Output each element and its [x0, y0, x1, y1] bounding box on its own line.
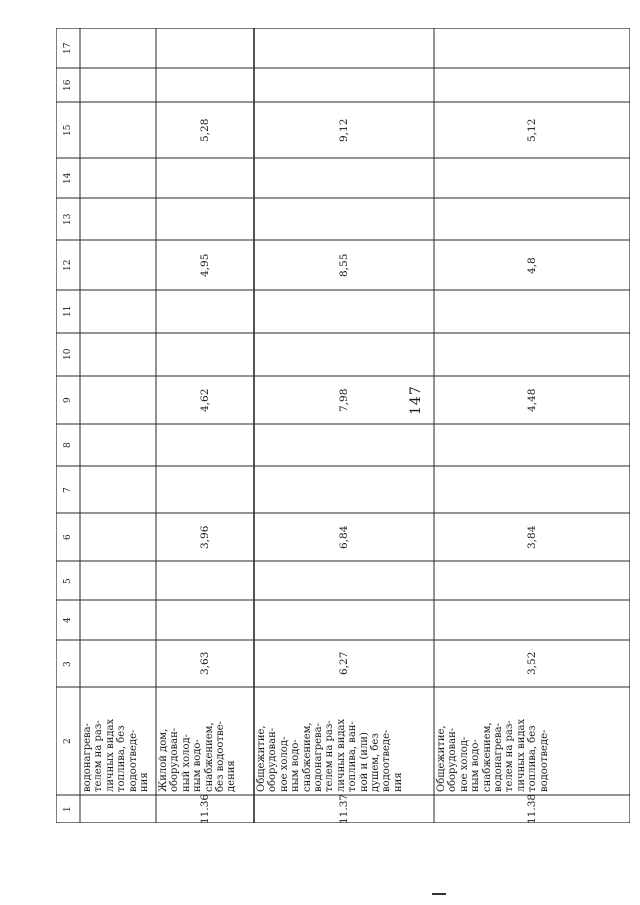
value-cell: 3,84 [526, 525, 538, 549]
column-number: 3 [63, 660, 73, 667]
row-description: Жилой дом, оборудован- ный холод- ным водо- снабжением, без водоотве- дения [158, 721, 238, 792]
column-number: 14 [63, 172, 73, 184]
column-number: 9 [63, 397, 73, 403]
column-number: 4 [63, 617, 73, 623]
value-cell: 6,84 [338, 525, 350, 549]
value-cell: 4,8 [526, 256, 538, 274]
column-number: 11 [63, 305, 73, 317]
column-number: 8 [63, 442, 73, 448]
column-number: 7 [63, 486, 73, 493]
row-id: 11.36 [199, 793, 211, 824]
value-cell: 8,55 [338, 253, 350, 277]
scan-speck [432, 893, 446, 895]
value-cell: 3,63 [199, 651, 211, 675]
value-cell: 4,62 [199, 388, 211, 412]
column-number: 5 [63, 577, 73, 584]
column-number: 17 [63, 42, 73, 54]
value-cell: 5,12 [526, 118, 538, 142]
row-description: водонагрева- телем на раз- личных видах топлива, без водоотведе- ния [82, 718, 151, 792]
column-number: 1 [63, 806, 73, 812]
row-id: 11.37 [338, 793, 350, 824]
page-number: 147 [408, 385, 424, 415]
value-cell: 4,95 [199, 253, 211, 277]
column-number: 16 [63, 79, 73, 91]
column-number: 6 [63, 534, 73, 540]
value-cell: 4,48 [526, 388, 538, 412]
table-grid [56, 28, 630, 823]
value-cell: 7,98 [338, 388, 350, 412]
row-description: Общежитие, оборудован- ное холод- ным водо- снабжением, водонагрева- телем на раз- личных видах топлива, ван- ной и (или) душем, без водоотведе- ния [256, 718, 404, 792]
column-number: 15 [63, 124, 73, 136]
column-number: 13 [63, 213, 73, 225]
value-cell: 3,96 [199, 525, 211, 549]
row-id: 11.38 [526, 793, 538, 824]
value-cell: 3,52 [526, 651, 538, 675]
column-number: 12 [63, 259, 73, 271]
value-cell: 5,28 [199, 118, 211, 142]
rotated-table [56, 28, 630, 823]
column-number: 2 [63, 738, 73, 744]
column-number: 10 [63, 348, 73, 360]
value-cell: 9,12 [338, 118, 350, 142]
value-cell: 6,27 [338, 651, 350, 675]
row-description: Общежитие, оборудован- ное холод- ным водо- снабжением, водонагрева- телем на раз- личных видах топлива, без водоотведе- [436, 718, 550, 792]
